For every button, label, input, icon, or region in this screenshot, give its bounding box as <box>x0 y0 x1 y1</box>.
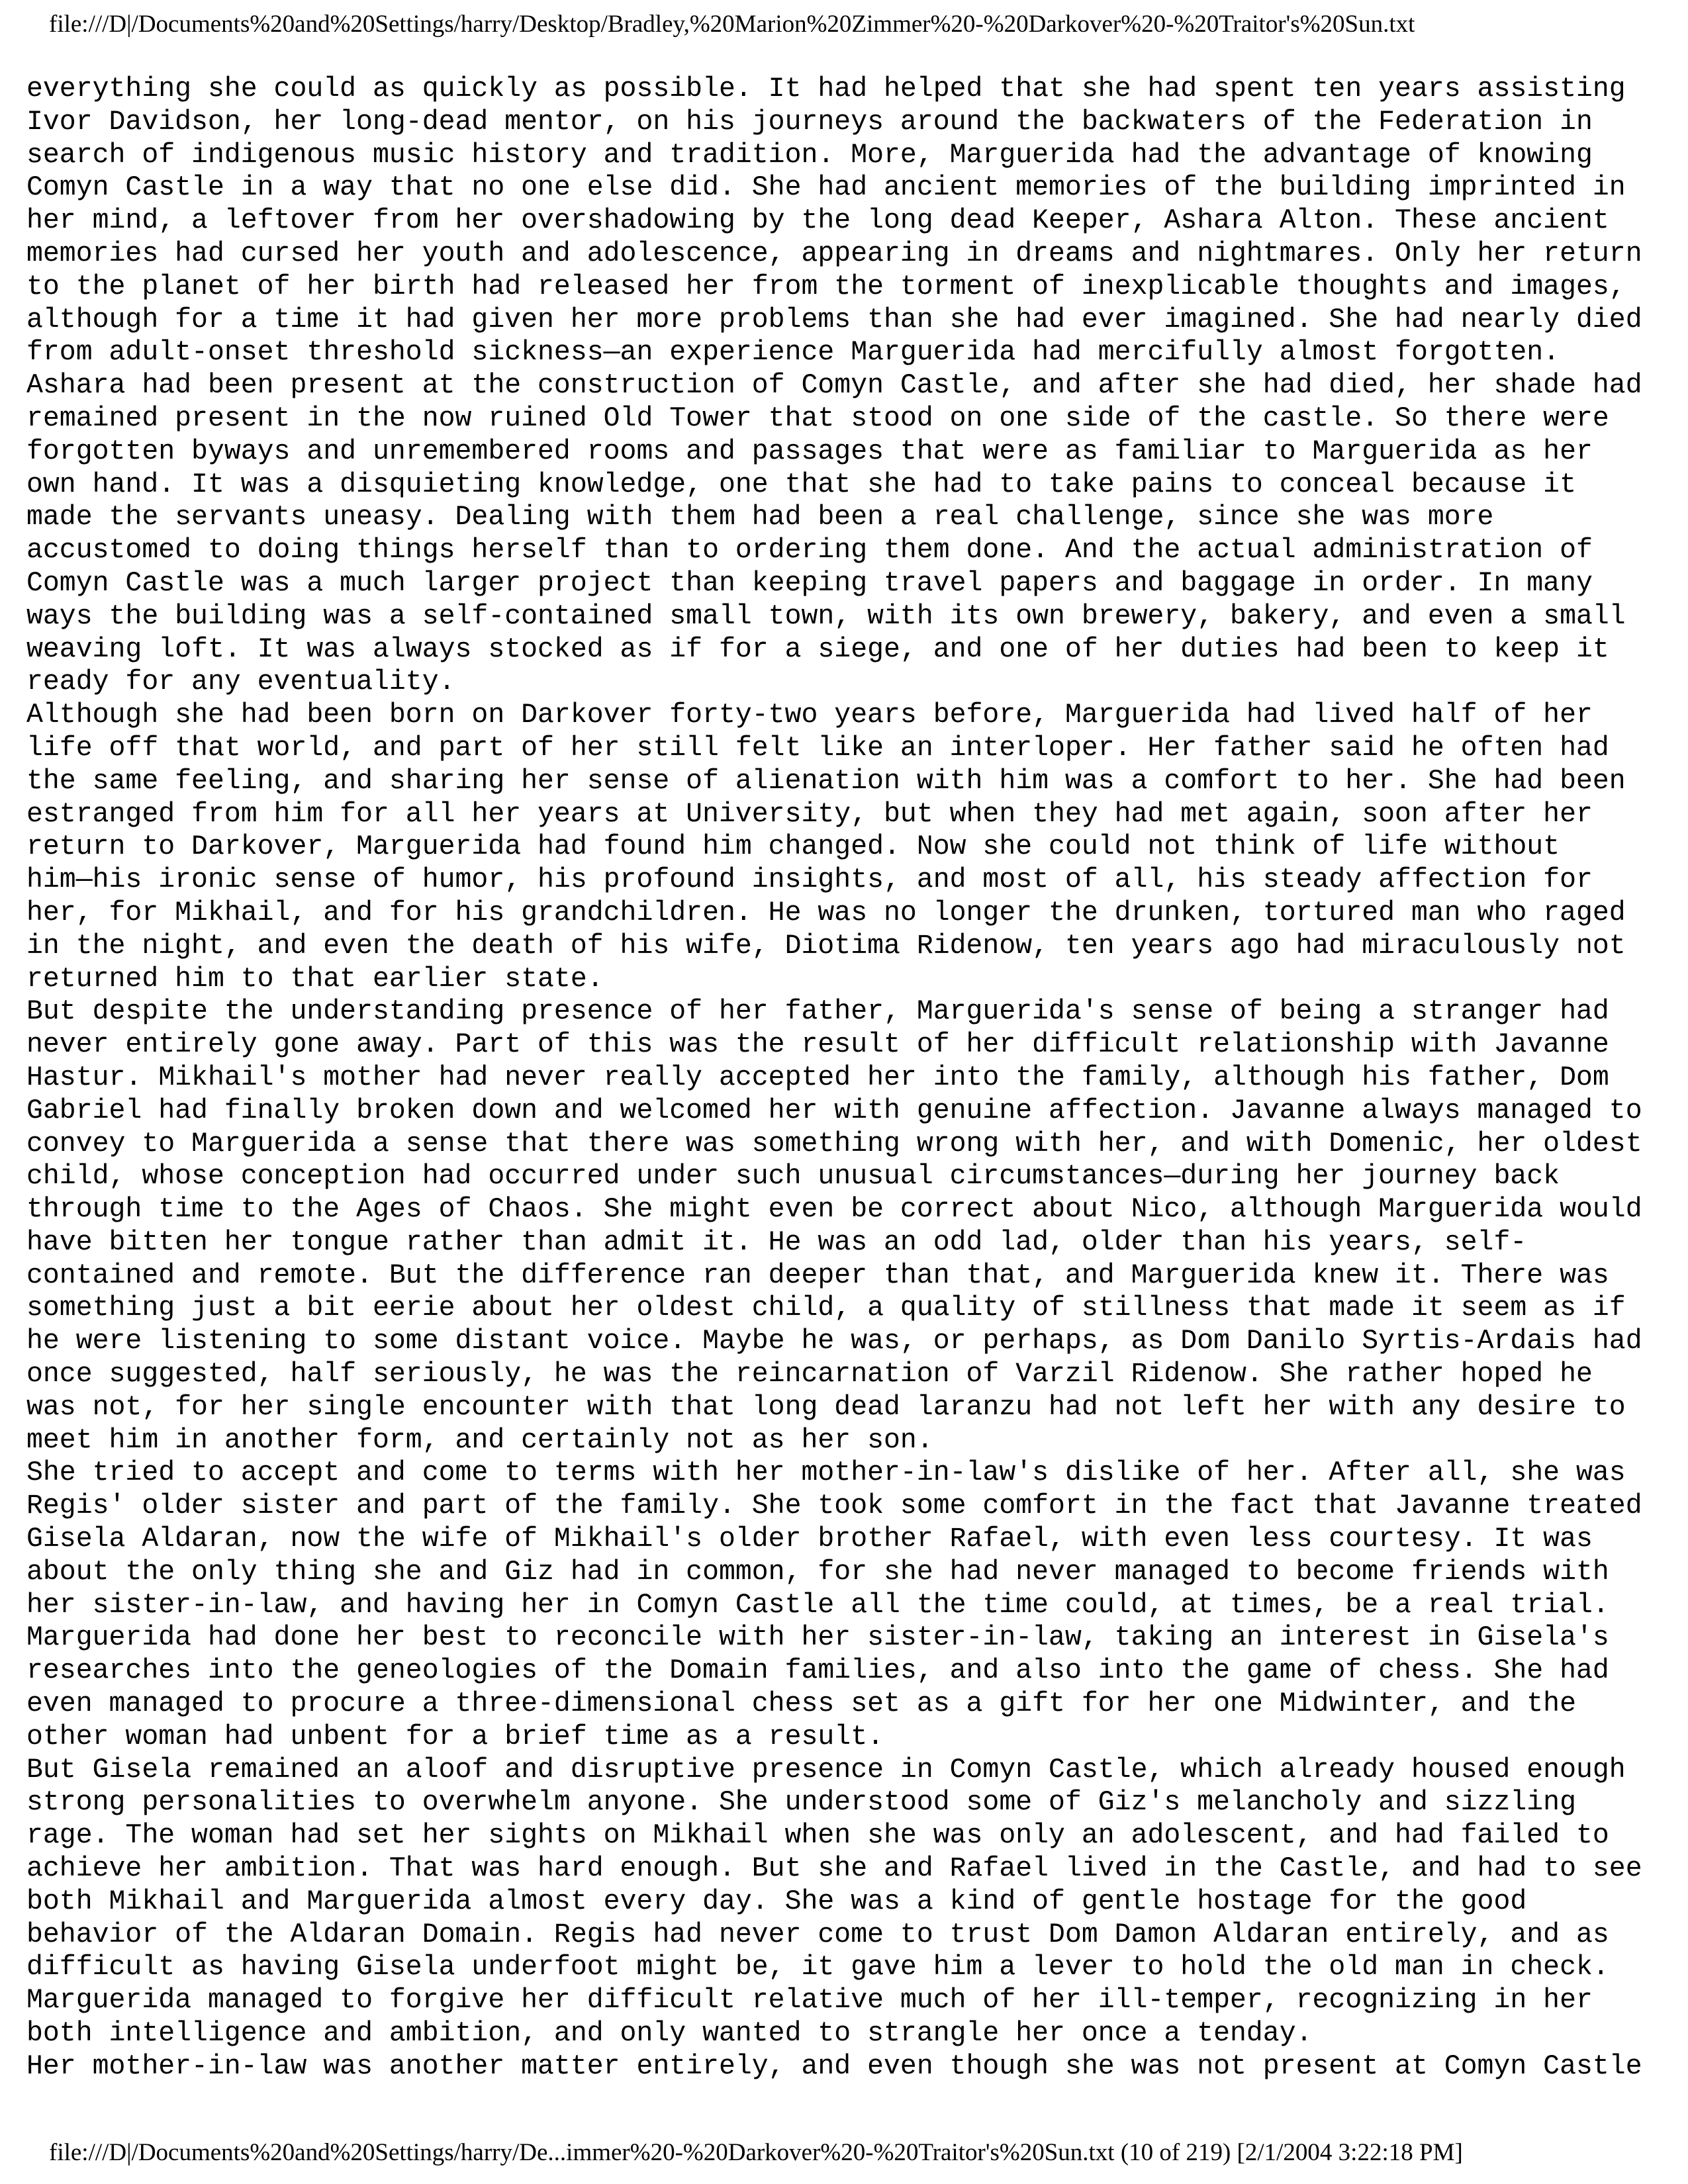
text-line: Gabriel had finally broken down and welcomed her with genuine affection. Javanne always managed to <box>26 1095 1642 1126</box>
text-line: Marguerida managed to forgive her difficult relative much of her ill-temper, recognizing in her <box>26 1985 1593 2017</box>
text-line: made the servants uneasy. Dealing with them had been a real challenge, since she was more <box>26 502 1494 533</box>
text-line: even managed to procure a three-dimensional chess set as a gift for her one Midwinter, and the <box>26 1688 1576 1720</box>
text-line: accustomed to doing things herself than to ordering them done. And the actual administration of <box>26 535 1593 567</box>
text-line: memories had cursed her youth and adolescence, appearing in dreams and nightmares. Only her return <box>26 238 1642 269</box>
text-line: life off that world, and part of her still felt like an interloper. Her father said he often had <box>26 732 1609 764</box>
text-line: own hand. It was a disquieting knowledge, one that she had to take pains to conceal because it <box>26 469 1576 500</box>
text-line: have bitten her tongue rather than admit it. He was an odd lad, older than his years, self- <box>26 1226 1527 1258</box>
text-line: ready for any eventuality. <box>26 666 455 698</box>
text-line: Ivor Davidson, her long-dead mentor, on his journeys around the backwaters of the Federation in <box>26 106 1593 138</box>
text-line: something just a bit eerie about her oldest child, a quality of stillness that made it seem as if <box>26 1293 1626 1324</box>
text-line: both intelligence and ambition, and only wanted to strangle her once a tenday. <box>26 2018 1313 2050</box>
text-line: estranged from him for all her years at University, but when they had met again, soon after her <box>26 798 1593 830</box>
text-line: Regis' older sister and part of the family. She took some comfort in the fact that Javanne treated <box>26 1490 1642 1522</box>
text-line: forgotten byways and unremembered rooms and passages that were as familiar to Marguerida as her <box>26 435 1593 467</box>
text-line: difficult as having Gisela underfoot might be, it gave him a lever to hold the old man in check. <box>26 1952 1609 1983</box>
text-line: he were listening to some distant voice. Maybe he was, or perhaps, as Dom Danilo Syrtis-Ardais had <box>26 1326 1642 1357</box>
text-line: Ashara had been present at the construction of Comyn Castle, and after she had died, her shade had <box>26 370 1642 402</box>
text-line: Although she had been born on Darkover forty-two years before, Marguerida had lived half of her <box>26 700 1593 731</box>
text-line: search of indigenous music history and tradition. More, Marguerida had the advantage of knowing <box>26 139 1593 171</box>
text-line: although for a time it had given her more problems than she had ever imagined. She had nearly died <box>26 304 1642 336</box>
text-line: other woman had unbent for a brief time as a result. <box>26 1721 884 1752</box>
text-line: achieve her ambition. That was hard enough. But she and Rafael lived in the Castle, and had to see <box>26 1853 1642 1885</box>
text-line: contained and remote. But the difference ran deeper than that, and Marguerida knew it. There was <box>26 1259 1609 1291</box>
text-line: about the only thing she and Giz had in common, for she had never managed to become friends with <box>26 1556 1609 1588</box>
text-line: child, whose conception had occurred under such unusual circumstances—during her journey back <box>26 1161 1560 1193</box>
text-line: her mind, a leftover from her overshadowing by the long dead Keeper, Ashara Alton. These ancient <box>26 205 1609 237</box>
text-line: through time to the Ages of Chaos. She might even be correct about Nico, although Marguerida would <box>26 1194 1642 1226</box>
text-line: behavior of the Aldaran Domain. Regis had never come to trust Dom Damon Aldaran entirely, and as <box>26 1919 1609 1950</box>
text-line: both Mikhail and Marguerida almost every day. She was a kind of gentle hostage for the good <box>26 1886 1527 1917</box>
text-line: strong personalities to overwhelm anyone. She understood some of Giz's melancholy and sizzling <box>26 1787 1576 1819</box>
text-line: her, for Mikhail, and for his grandchildren. He was no longer the drunken, tortured man who raged <box>26 897 1626 929</box>
text-line: Hastur. Mikhail's mother had never really accepted her into the family, although his father, Dom <box>26 1062 1609 1093</box>
text-line: Her mother-in-law was another matter entirely, and even though she was not present at Comyn Castle <box>26 2050 1642 2082</box>
text-line: from adult-onset threshold sickness—an experience Marguerida had mercifully almost forgotten. <box>26 337 1560 369</box>
footer-file-path: file:///D|/Documents%20and%20Settings/harry/De...immer%20-%20Darkover%20-%20Traitor's%20Sun.txt (10 of 219) [2/1/2004 3:22:18 PM] <box>49 2139 1463 2166</box>
text-line: Marguerida had done her best to reconcile with her sister-in-law, taking an interest in Gisela's <box>26 1622 1609 1654</box>
text-line: convey to Marguerida a sense that there was something wrong with her, and with Domenic, her oldest <box>26 1128 1642 1160</box>
text-line: everything she could as quickly as possible. It had helped that she had spent ten years assisting <box>26 73 1626 105</box>
text-line: weaving loft. It was always stocked as if for a siege, and one of her duties had been to keep it <box>26 633 1609 665</box>
header-file-path: file:///D|/Documents%20and%20Settings/harry/Desktop/Bradley,%20Marion%20Zimmer%20-%20Darkover%20-%20Traitor's%20Sun.txt <box>49 11 1415 38</box>
text-line: her sister-in-law, and having her in Comyn Castle all the time could, at times, be a real trial. <box>26 1589 1609 1621</box>
document-text <box>26 73 1675 2083</box>
text-line: rage. The woman had set her sights on Mikhail when she was only an adolescent, and had failed to <box>26 1820 1609 1852</box>
text-line: But Gisela remained an aloof and disruptive presence in Comyn Castle, which already housed enough <box>26 1754 1626 1786</box>
text-line: ways the building was a self-contained small town, with its own brewery, bakery, and even a small <box>26 600 1626 632</box>
text-line: never entirely gone away. Part of this was the result of her difficult relationship with Javanne <box>26 1029 1609 1061</box>
text-line: once suggested, half seriously, he was the reincarnation of Varzil Ridenow. She rather hoped he <box>26 1359 1593 1390</box>
text-line: meet him in another form, and certainly not as her son. <box>26 1424 933 1456</box>
text-line: But despite the understanding presence of her father, Marguerida's sense of being a stranger had <box>26 996 1609 1028</box>
text-line: She tried to accept and come to terms with her mother-in-law's dislike of her. After all, she was <box>26 1457 1626 1489</box>
text-line: researches into the geneologies of the Domain families, and also into the game of chess. She had <box>26 1655 1609 1687</box>
text-line: to the planet of her birth had released her from the torment of inexplicable thoughts and images, <box>26 271 1626 302</box>
text-line: him—his ironic sense of humor, his profound insights, and most of all, his steady affection for <box>26 864 1593 896</box>
text-line: Comyn Castle was a much larger project than keeping travel papers and baggage in order. In many <box>26 567 1593 599</box>
text-line: Comyn Castle in a way that no one else did. She had ancient memories of the building imprinted in <box>26 172 1626 204</box>
text-line: the same feeling, and sharing her sense of alienation with him was a comfort to her. She had been <box>26 765 1626 797</box>
text-line: Gisela Aldaran, now the wife of Mikhail's older brother Rafael, with even less courtesy. It was <box>26 1524 1593 1555</box>
text-line: return to Darkover, Marguerida had found him changed. Now she could not think of life without <box>26 831 1560 863</box>
text-line: returned him to that earlier state. <box>26 963 604 995</box>
text-line: was not, for her single encounter with that long dead laranzu had not left her with any desire to <box>26 1391 1626 1423</box>
text-line: in the night, and even the death of his wife, Diotima Ridenow, ten years ago had miraculously not <box>26 930 1626 962</box>
text-line: remained present in the now ruined Old Tower that stood on one side of the castle. So there were <box>26 402 1609 434</box>
